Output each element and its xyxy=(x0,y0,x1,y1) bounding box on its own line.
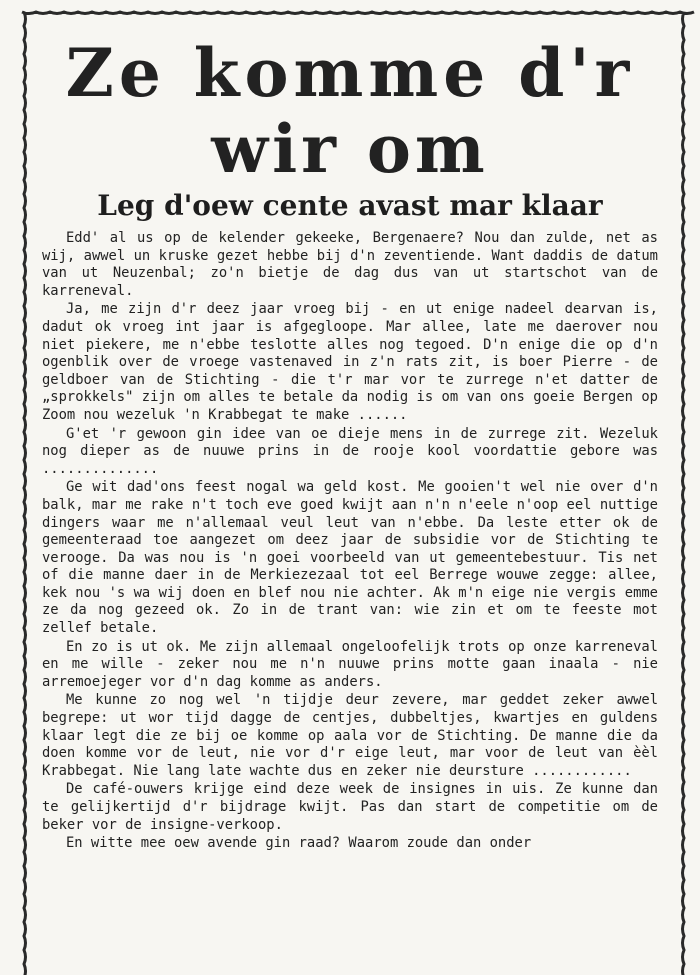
paragraph: De café-ouwers krijge eind deze week de insignes in uis. Ze kunne dan te gelijkertijd d'r bijdrage kwijt. Pas dan start de competitie om de beker vor de insigne-verkoop. xyxy=(42,781,658,833)
paragraph: En witte mee oew avende gin raad? Waarom zoude dan onder xyxy=(66,835,532,852)
headline-line-1: Ze komme d'r xyxy=(65,34,635,112)
paragraph: En zo is ut ok. Me zijn allemaal ongeloofelijk trots op onze karreneval en me wille - zeker nou me n'n nuuwe prins motte gaan inaala - nie arremoejeger vor d'n dag komme as anders. xyxy=(42,638,658,690)
paragraph: G'et 'r gewoon gin idee van oe dieje mens in de zurrege zit. Wezeluk nog dieper as de nuuwe prins in de rooje kool voordattie gebore was .............. xyxy=(42,425,658,477)
article-body xyxy=(42,230,658,853)
paragraph: Ge wit dad'ons feest nogal wa geld kost. Me gooien't wel nie over d'n balk, mar me rake n't toch eve goed kwijt aan n'n n'eele n'oop eel nuttige dingers waar me n'allemaal veul leut van n'ebbe. Da leste etter ok de gemeenteraad toe aangezet om deez jaar de subsidie vor de Stichting te verooge. Da was nou is 'n goei voorbeeld van ut gemeentebestuur. Tis net of die manne daer in de Merkiezezaal tot eel Berrege wouwe zegge: allee, kek nou 's wa wij doen en blef nou nie achter. Ak m'n eige nie vergis emme ze da nog gezeed ok. Zo in de trant van: wie zin et om te feeste mot zellef betale. xyxy=(42,479,658,637)
paragraph: Edd' al us op de kelender gekeeke, Bergenaere? Nou dan zulde, net as wij, awwel un kruske gezet hebbe bij d'n zeventiende. Want daddis de datum van ut Neuzenbal; zo'n bietje de dag dus van ut startschot van de karreneval. xyxy=(42,230,658,299)
article xyxy=(42,22,658,975)
paragraph: Ja, me zijn d'r deez jaar vroeg bij - en ut enige nadeel dearvan is, dadut ok vroeg int jaar is afgegloope. Mar allee, late me daerover nou niet piekere, me n'ebbe teslotte alles nog tegoed. D'n enige die op d'n ogenblik over de vroege vastenaved in z'n rats zit, is boer Pierre - de geldboer van de Stichting - die t'r mar vor te zurrege n'et datter de „sprokkels" zijn om alles te betale da nodig is om van ons goeie Bergen op Zoom nou wezeluk 'n Krabbegat te make ...... xyxy=(42,301,658,423)
headline-line-2: wir om xyxy=(211,110,489,188)
subheadline: Leg d'oew cente avast mar klaar xyxy=(97,189,603,222)
paragraph: Me kunne zo nog wel 'n tijdje deur zevere, mar geddet zeker awwel begrepe: ut wor tijd dagge de centjes, dubbeltjes, kwartjes en guldens klaar legt die ze bij oe komme op aala vor de Stichting. De manne die da doen komme vor de leut, nie vor d'r eige leut, mar voor de leut van èèl Krabbegat. Nie lang late wachte dus en zeker nie deursture ............ xyxy=(42,692,658,779)
